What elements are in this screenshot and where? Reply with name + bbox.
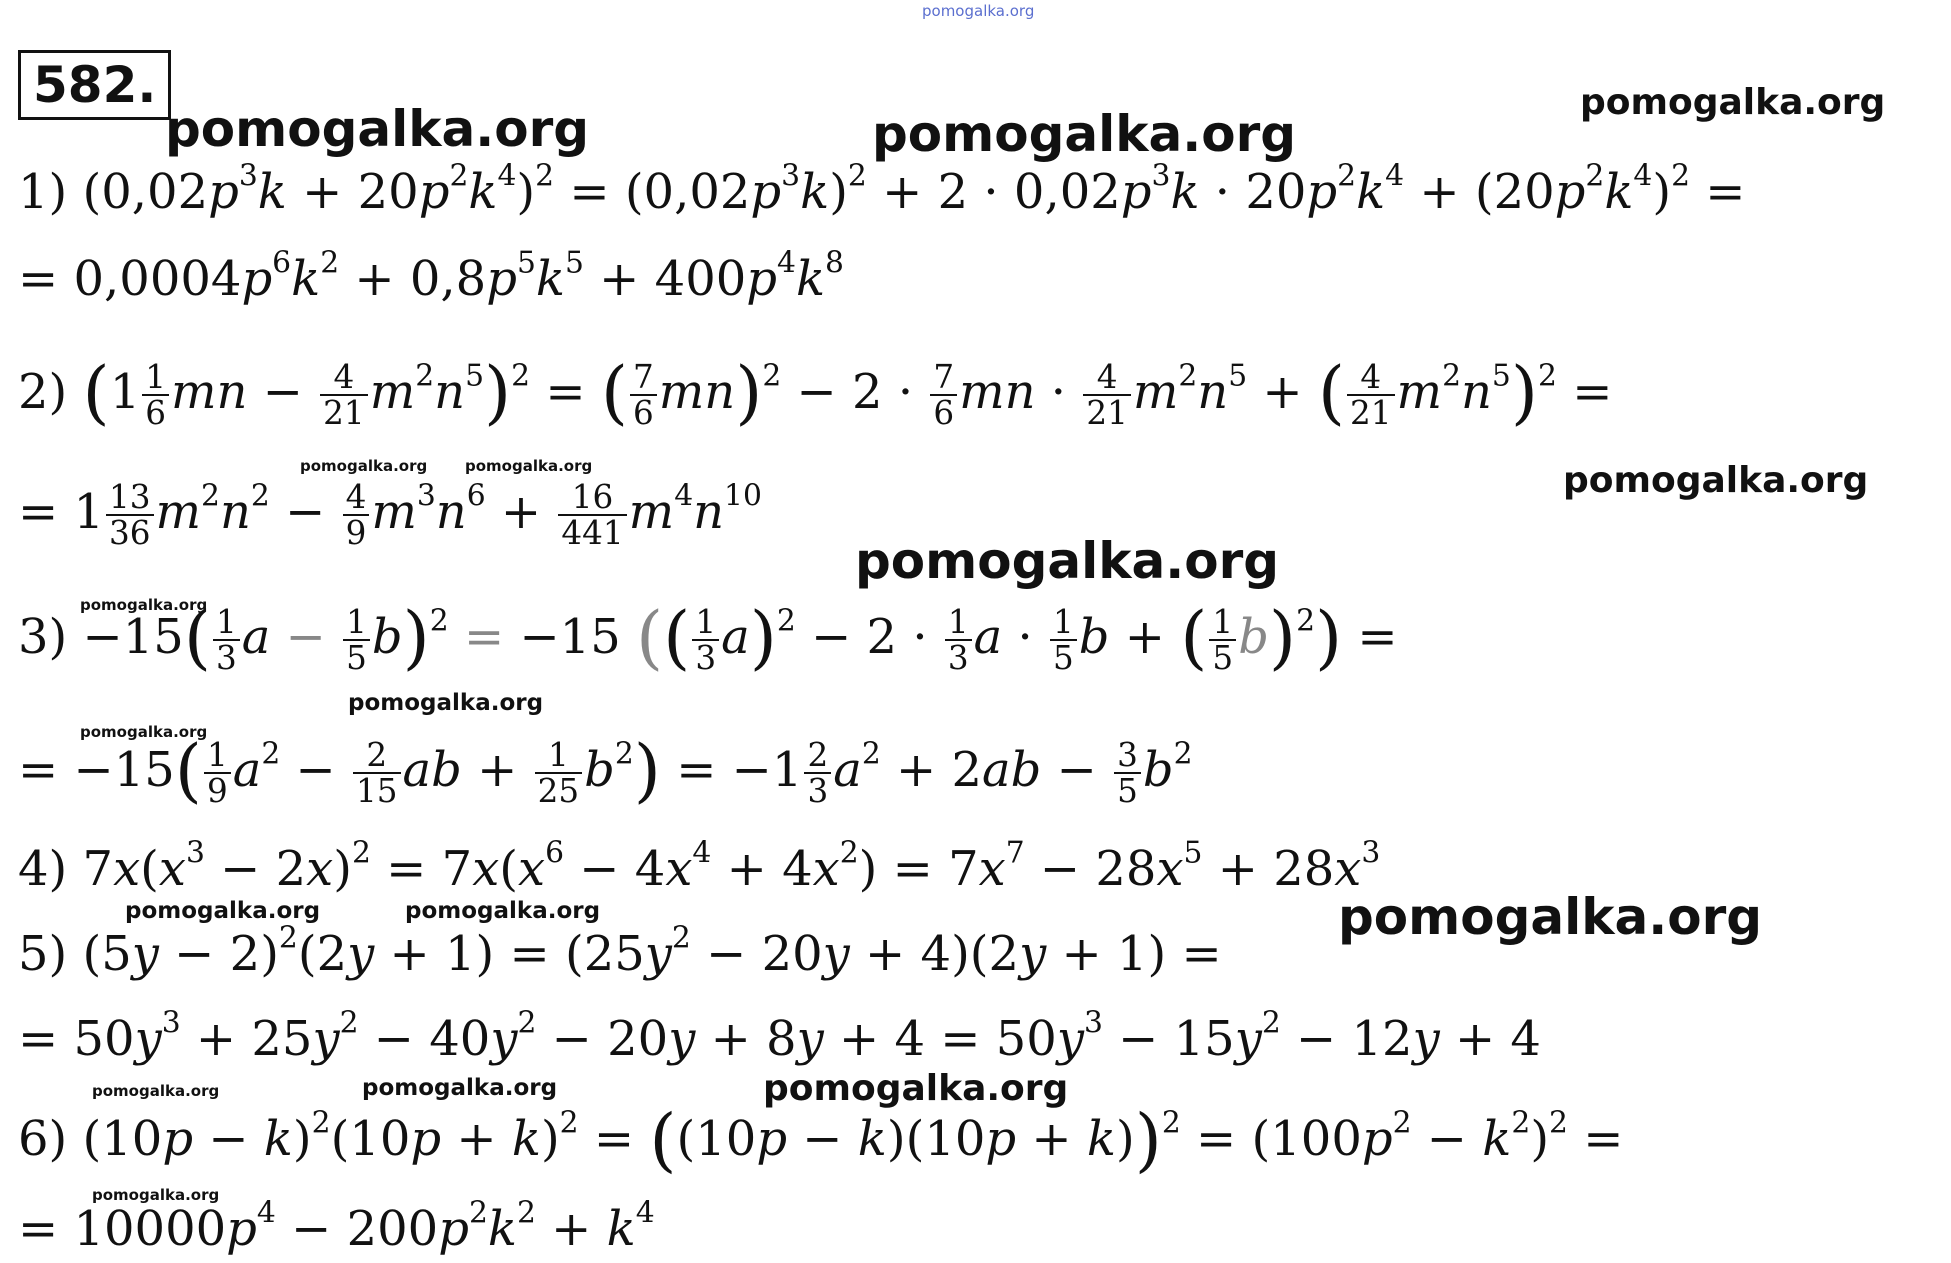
- watermark: pomogalka.org: [1338, 888, 1763, 946]
- equation-line: 5) $(5y - 2)^2(2y + 1) = (25y^2 - 20y + 4)(2y + 1)$ =: [18, 920, 1222, 982]
- watermark: pomogalka.org: [92, 1186, 220, 1204]
- equation-line: = $0,0004p^6k^2 + 0,8p^5k^5 + 400p^4k^8$: [18, 245, 844, 307]
- watermark: pomogalka.org: [362, 1075, 558, 1101]
- watermark: pomogalka.org: [80, 596, 208, 614]
- watermark: pomogalka.org: [92, 1082, 220, 1100]
- equation-line: 1) $(0,02p^3k + 20p^2k^4)^2 = (0,02p^3k)^2 + 2 \cdot 0,02p^3k \cdot 20p^2k^4 + (20p^2k^4)^2$ =: [18, 158, 1746, 220]
- watermark: pomogalka.org: [763, 1068, 1069, 1109]
- watermark: pomogalka.org: [1580, 82, 1886, 123]
- watermark: pomogalka.org: [80, 723, 208, 741]
- equation-line: = $50y^3 + 25y^2 - 40y^2 - 20y + 8y + 4 = 50y^3 - 15y^2 - 12y + 4$: [18, 1005, 1541, 1067]
- watermark: pomogalka.org: [855, 532, 1280, 590]
- watermark: pomogalka.org: [165, 100, 590, 158]
- top-watermark: pomogalka.org: [922, 2, 1035, 20]
- watermark: pomogalka.org: [125, 898, 321, 924]
- equation-line: = −15( $\frac{1}{9}$ $a^2$ − $\frac{2}{15}$ ab + $\frac{1}{25}$ $b^2) = -1$ $\frac{2}{3}$ $a^2 + 2ab$ − $\frac{3}{5}$ $b^2$: [18, 730, 1193, 812]
- watermark: pomogalka.org: [1563, 460, 1869, 501]
- equation-line: = 1 $\frac{13}{36}$ $m^2n^2$ − $\frac{4}{9}$ $m^3n^6$ + $\frac{16}{441}$ $m^4n^{10}$: [18, 478, 762, 553]
- watermark: pomogalka.org: [872, 105, 1297, 163]
- watermark: pomogalka.org: [465, 457, 593, 475]
- equation-line: 4) $7x(x^3 - 2x)^2 = 7x(x^6 - 4x^4 + 4x^2) = 7x^7 - 28x^5 + 28x^3$: [18, 835, 1381, 897]
- equation-line: 3) −15( $\frac{1}{3}$ a − $\frac{1}{5}$ b)$^2$ = −15 (( $\frac{1}{3}$ a)$^2$ − 2 · $\frac{1}{3}$ a · $\frac{1}{5}$ b + ( $\frac{1}{5}$ b)$^2$) =: [18, 597, 1398, 679]
- equation-line: 6) $(10p - k)^2(10p + k)^2 = ((10p - k)(10p + k))^2 = (100p^2 - k^2)^2$ =: [18, 1099, 1624, 1181]
- watermark: pomogalka.org: [300, 457, 428, 475]
- problem-number: 582.: [18, 50, 171, 120]
- watermark: pomogalka.org: [348, 690, 544, 716]
- equation-line: 2) (1 $\frac{1}{6}$ mn − $\frac{4}{21}$ $m^2n^5)^2$ = ( $\frac{7}{6}$ mn)$^2$ − 2 · $\frac{7}{6}$ mn · $\frac{4}{21}$ $m^2n^5$ + ( $\frac{4}{21}$ $m^2n^5)^2$ =: [18, 352, 1613, 434]
- equation-line: = $10000p^4 - 200p^2k^2 + k^4$: [18, 1195, 655, 1257]
- watermark: pomogalka.org: [405, 898, 601, 924]
